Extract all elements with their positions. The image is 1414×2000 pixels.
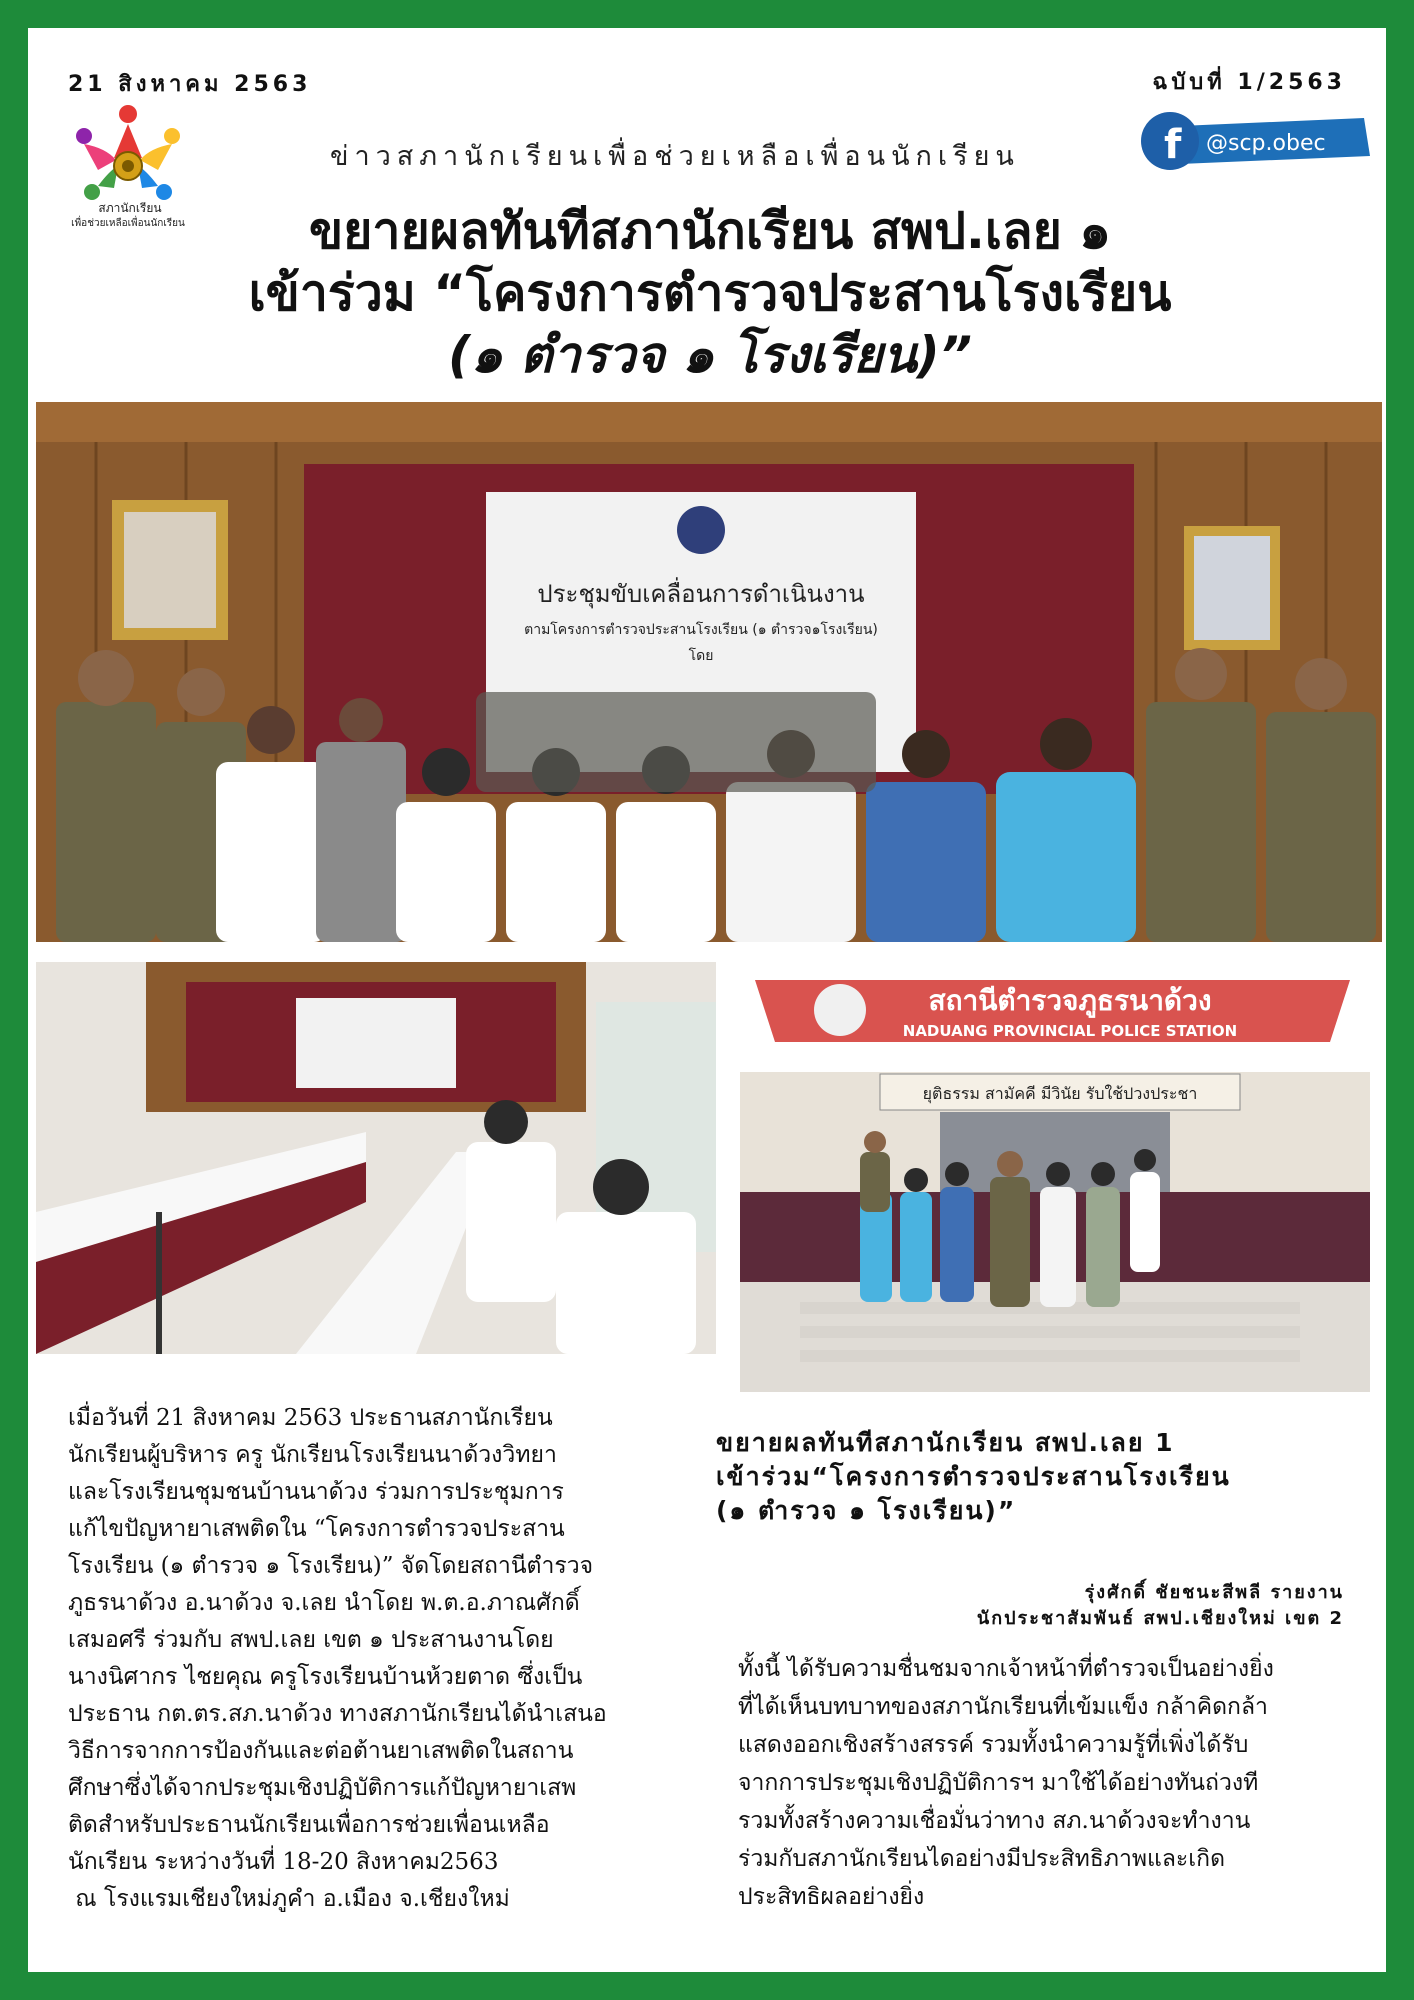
svg-text:NADUANG PROVINCIAL POLICE STAT: NADUANG PROVINCIAL POLICE STATION [902,1022,1238,1040]
article-body-left [68,1400,708,1918]
headline [120,200,1300,386]
photo-caption [716,1426,1356,1528]
article-line: และโรงเรียนชุมชนบ้านนาด้วง ร่วมการประชุมการ [68,1479,564,1505]
article-body-right [738,1650,1358,1916]
article-line: วิธีการจากการป้องกันและต่อต้านยาเสพติดในสถาน [68,1738,574,1764]
svg-text:f: f [1164,122,1182,168]
svg-text:โดย: โดย [688,648,714,664]
reporter-name: รุ่งศักดิ์ ชัยชนะสีพลี รายงาน [1084,1582,1344,1603]
svg-text:ยุติธรรม สามัคคี มีวินัย รับใช: ยุติธรรม สามัคคี มีวินัย รับใช้ปวงประชา [922,1084,1198,1103]
svg-text:@scp.obec: @scp.obec [1206,131,1326,156]
article-line: ที่ได้เห็นบทบาทของสภานักเรียนที่เข้มแข็ง กล้าคิดกล้า [738,1694,1268,1720]
article-line: แก้ไขปัญหายาเสพติดใน “โครงการตำรวจประสาน [68,1516,565,1542]
svg-text:ตามโครงการตำรวจประสานโรงเรียน: ตามโครงการตำรวจประสานโรงเรียน (๑ ตำรวจ๑โรงเรียน) [524,622,878,638]
article-line: ร่วมกับสภานักเรียนไดอย่างมีประสิทธิภาพและเกิด [738,1846,1226,1872]
headline-line-1: ขยายผลทันทีสภานักเรียน สพป.เลย ๑ [308,202,1112,260]
meeting-room-photo [36,962,716,1354]
article-line: นางนิศากร ไชยคุณ ครูโรงเรียนบ้านห้วยตาด ซึ่งเป็น [68,1664,583,1690]
article-line: ทั้งนี้ ได้รับความชื่นชมจากเจ้าหน้าที่ตำรวจเป็นอย่างยิ่ง [738,1656,1274,1682]
newsletter-subtitle: ข่าวสภานักเรียนเพื่อช่วยเหลือเพื่อนนักเรียน [330,141,1020,172]
article-line: นักเรียนผู้บริหาร ครู นักเรียนโรงเรียนนาด้วงวิทยา [68,1442,557,1468]
issue-date: 21 สิงหาคม 2563 [68,72,312,97]
svg-text:ประชุมขับเคลื่อนการดำเนินงาน: ประชุมขับเคลื่อนการดำเนินงาน [537,580,865,608]
article-line: ประสิทธิผลอย่างยิ่ง [738,1884,925,1910]
group-photo-meeting-room [36,402,1382,942]
svg-text:สภานักเรียน: สภานักเรียน [98,201,162,215]
logo-figures-icon [76,105,180,200]
article-line: โรงเรียน (๑ ตำรวจ ๑ โรงเรียน)” จัดโดยสถานีตำรวจ [68,1553,594,1579]
article-line: เมื่อวันที่ 21 สิงหาคม 2563 ประธานสภานักเรียน [68,1405,553,1431]
article-line: เสมอศรี ร่วมกับ สพป.เลย เขต ๑ ประสานงานโดย [68,1627,554,1653]
article-line: นักเรียน ระหว่างวันที่ 18-20 สิงหาคม2563 [68,1849,499,1875]
svg-text:เพื่อช่วยเหลือเพื่อนนักเรียน: เพื่อช่วยเหลือเพื่อนนักเรียน [71,218,185,229]
police-station-photo [740,962,1370,1392]
article-line: ภูธรนาด้วง อ.นาด้วง จ.เลย นำโดย พ.ต.อ.ภาณศักดิ์ [68,1590,580,1616]
article-line: ประธาน กต.ตร.สภ.นาด้วง ทางสภานักเรียนได้นำเสนอ [68,1701,607,1727]
reporter-credit [977,1580,1344,1632]
article-line: แสดงออกเชิงสร้างสรรค์ รวมทั้งนำความรู้ที่เพิ่งได้รับ [738,1732,1249,1758]
article-line: รวมทั้งสร้างความเชื่อมั่นว่าทาง สภ.นาด้วงจะทำงาน [738,1808,1251,1834]
caption-line: เข้าร่วม“โครงการตำรวจประสานโรงเรียน [716,1462,1231,1491]
caption-line: ขยายผลทันทีสภานักเรียน สพป.เลย 1 [716,1428,1175,1457]
article-line: ศึกษาซึ่งได้จากประชุมเชิงปฏิบัติการแก้ปัญหายาเสพ [68,1775,577,1801]
facebook-badge[interactable] [1140,108,1372,174]
headline-line-2: เข้าร่วม “โครงการตำรวจประสานโรงเรียน [248,264,1172,322]
issue-number: ฉบับที่ 1/2563 [1152,70,1346,95]
article-line: ติดสำหรับประธานนักเรียนเพื่อการช่วยเพื่อนเหลือ [68,1812,550,1838]
headline-line-3: (๑ ตำรวจ ๑ โรงเรียน)” [448,326,972,384]
article-line: จากการประชุมเชิงปฏิบัติการฯ มาใช้ได้อย่างทันถ่วงที [738,1770,1259,1796]
caption-line: (๑ ตำรวจ ๑ โรงเรียน)” [716,1496,1017,1525]
article-line: ณ โรงแรมเชียงใหม่ภูคำ อ.เมือง จ.เชียงใหม่ [68,1886,510,1912]
reporter-role: นักประชาสัมพันธ์ สพป.เชียงใหม่ เขต 2 [976,1608,1344,1629]
svg-text:สถานีตำรวจภูธรนาด้วง: สถานีตำรวจภูธรนาด้วง [928,984,1212,1017]
